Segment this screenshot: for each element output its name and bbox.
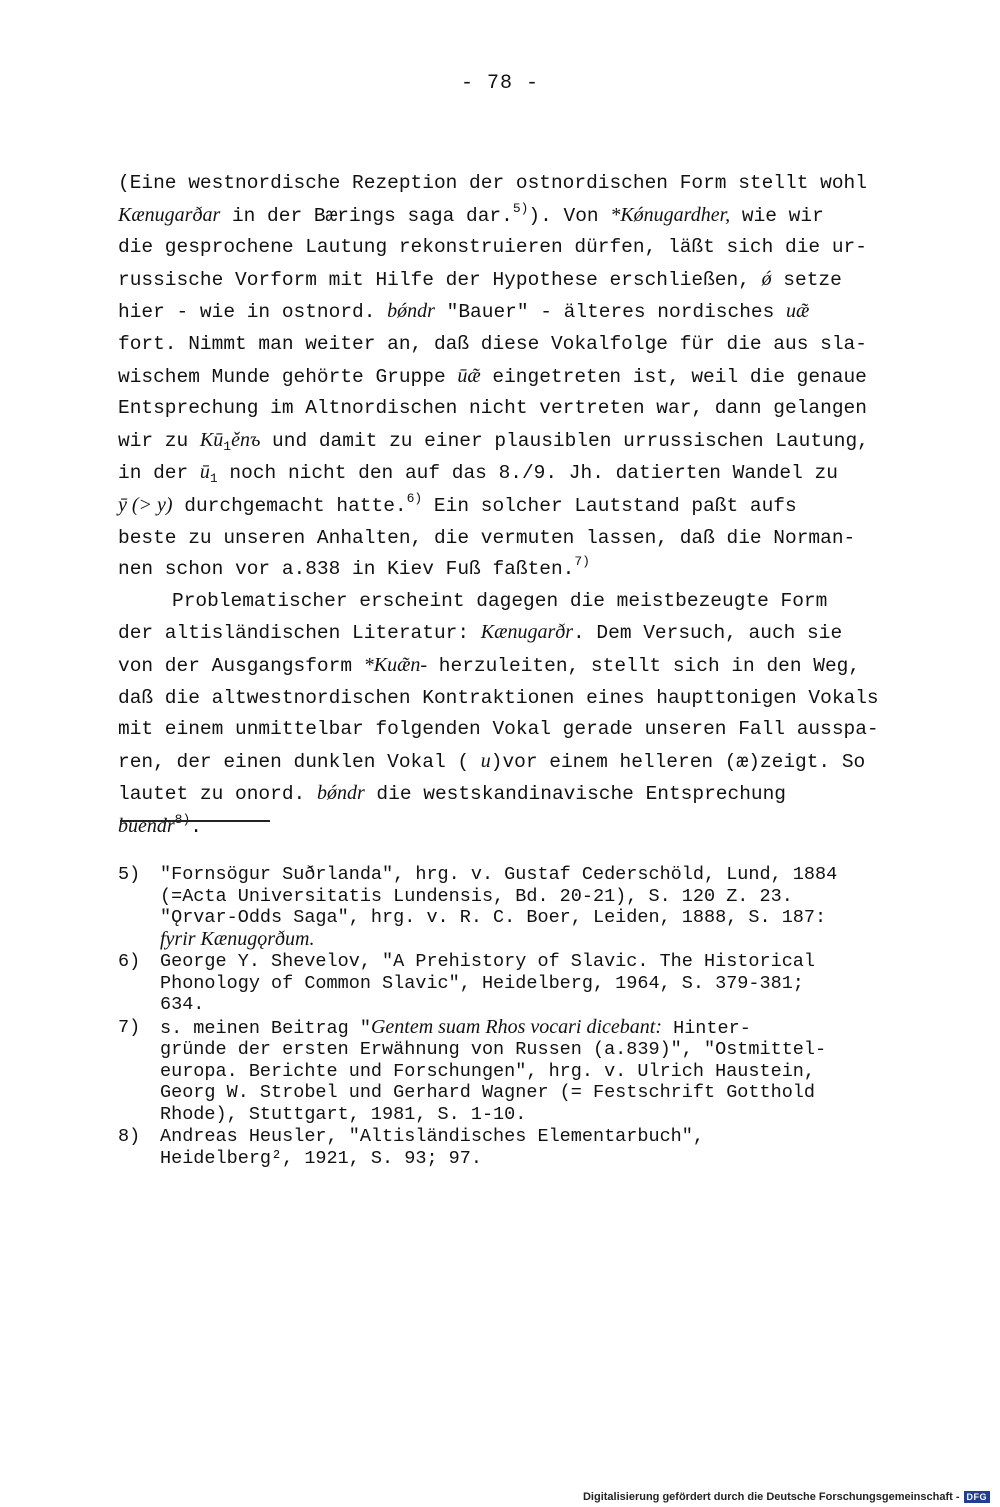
footnote-line: George Y. Shevelov, "A Prehistory of Slavic. The Historical <box>160 951 816 972</box>
footnote-ref: 5) <box>512 200 529 216</box>
footnote-line: Georg W. Strobel und Gerhard Wagner (= Festschrift Gotthold <box>160 1082 816 1103</box>
footnote-line: gründe der ersten Erwähnung von Russen (a.839)", "Ostmittel- <box>160 1039 827 1060</box>
subscript: 1 <box>209 471 218 487</box>
italic-term: ū <box>199 461 210 484</box>
italic-term: ӯ (> y) <box>118 493 173 516</box>
italic-term: Kænugarðr <box>480 621 574 644</box>
text-line <box>118 811 918 844</box>
italic-term: *Kǿnugardher, <box>610 203 731 226</box>
italic-term: *Kuæ̃n- <box>363 653 428 676</box>
footnote-8 <box>118 1126 918 1169</box>
footnote-number: 5) <box>118 864 141 885</box>
text-span: und damit zu einer plausiblen urrussischen Lautung, <box>260 429 869 452</box>
text-span: Entsprechung im Altnordischen nicht vertreten war, dann gelangen <box>118 397 867 420</box>
text-span: von der Ausgangsform <box>118 654 364 677</box>
text-line <box>118 232 918 264</box>
footnote-line: Andreas Heusler, "Altisländisches Elementarbuch", <box>160 1126 704 1147</box>
text-span: ren, der einen dunklen Vokal ( <box>118 750 481 773</box>
text-span: ). Von <box>528 204 611 227</box>
text-span: mit einem unmittelbar folgenden Vokal gerade unseren Fall ausspa- <box>118 718 879 741</box>
text-span: wie wir <box>730 204 824 227</box>
text-line <box>118 393 918 425</box>
footnote-line: "Ǫrvar-Odds Saga", hrg. v. R. C. Boer, Leiden, 1888, S. 187: <box>160 907 827 928</box>
page-number: - 78 - <box>460 72 539 95</box>
italic-term: ūæ̃ <box>457 364 481 387</box>
text-line <box>118 264 918 297</box>
text-line <box>118 200 918 233</box>
footnote-number: 8) <box>118 1126 141 1147</box>
text-line <box>118 554 918 586</box>
text-line <box>118 329 918 361</box>
footnote-number: 7) <box>118 1016 141 1038</box>
text-line <box>118 683 918 715</box>
footnote-line: europa. Berichte und Forschungen", hrg. v. Ulrich Haustein, <box>160 1060 816 1082</box>
footnote-7 <box>118 1017 918 1126</box>
footnote-line: Heidelberg², 1921, S. 93; 97. <box>160 1147 482 1169</box>
text-span: durchgemacht hatte. <box>172 494 407 517</box>
text-span: in der <box>118 462 200 485</box>
italic-term: uæ̃ <box>786 300 810 323</box>
italic-term: buendr <box>118 814 175 837</box>
text-span: noch nicht den auf das 8./9. Jh. datierten Wandel zu <box>217 462 838 485</box>
italic-term: u <box>480 749 491 772</box>
dfg-logo-icon: DFG <box>964 1491 991 1503</box>
text-span: die gesprochene Lautung rekonstruieren dürfen, läßt sich die ur- <box>118 236 867 259</box>
text-line <box>118 650 918 683</box>
text-line <box>118 778 918 811</box>
footnote-line <box>160 1017 918 1040</box>
italic-term: bǿndr <box>316 782 365 805</box>
text-span: der altisländischen Literatur: <box>118 622 481 645</box>
text-line <box>118 490 918 523</box>
footnote-divider <box>120 820 270 822</box>
text-line <box>118 457 918 490</box>
text-span: setze <box>771 268 842 291</box>
text-span: eingetreten ist, weil die genaue <box>480 365 867 388</box>
text-line <box>118 746 918 779</box>
text-line <box>118 168 918 200</box>
footnote-line: (=Acta Universitatis Lundensis, Bd. 20-21), S. 120 Z. 23. <box>160 885 793 907</box>
footnote-line: "Fornsögur Suðrlanda", hrg. v. Gustaf Cederschöld, Lund, 1884 <box>160 864 838 885</box>
italic-term: Kū <box>199 428 224 451</box>
footnote-number: 6) <box>118 951 141 972</box>
footnotes <box>118 864 918 1170</box>
text-span: "Bauer" - älteres nordisches <box>434 301 787 324</box>
text-span: )vor einem helleren (æ)zeigt. So <box>490 750 866 773</box>
italic-term: Gentem suam Rhos vocari dicebant: <box>370 1015 662 1038</box>
text-span: lautet zu onord. <box>118 783 317 806</box>
footnote-ref: 7) <box>574 554 590 570</box>
text-span: Hinter- <box>661 1017 751 1039</box>
footnote-line: 634. <box>160 994 205 1015</box>
digitization-footer <box>583 1491 990 1503</box>
text-span: . Dem Versuch, auch sie <box>573 622 843 645</box>
subscript: 1 <box>223 438 232 454</box>
italic-term: Kænugarðar <box>118 203 221 226</box>
text-span: beste zu unseren Anhalten, die vermuten lassen, daß die Norman- <box>118 526 856 549</box>
footnote-ref: 6) <box>406 490 423 506</box>
text-span: Ein solcher Lautstand paßt aufs <box>422 494 797 517</box>
footer-text: Digitalisierung gefördert durch die Deutsche Forschungsgemeinschaft - <box>582 1491 960 1503</box>
text-span: die westskandinavische Entsprechung <box>364 783 787 806</box>
text-line <box>118 361 918 394</box>
text-span: hier - wie in ostnord. <box>118 301 388 324</box>
text-line <box>118 617 918 650</box>
text-line <box>118 586 918 618</box>
italic-term: ǿ <box>761 267 772 290</box>
footnote-6 <box>118 951 918 1016</box>
text-span: in der Bærings saga dar. <box>220 204 513 227</box>
text-line <box>118 523 918 555</box>
text-span: nen schon vor a.838 in Kiev Fuß faßten. <box>118 558 575 581</box>
footnote-line: fyrir Kænugǫrðum. <box>160 927 315 950</box>
main-text <box>118 168 918 843</box>
text-span: s. meinen Beitrag " <box>160 1017 371 1039</box>
text-span: russische Vorform mit Hilfe der Hypothese erschließen, <box>118 268 762 291</box>
text-span: wischem Munde gehörte Gruppe <box>118 365 458 388</box>
footnote-5 <box>118 864 918 950</box>
text-span: Problematischer erscheint dagegen die meistbezeugte Form <box>172 589 828 612</box>
footnote-ref: 8) <box>174 811 191 827</box>
footnote-line: Phonology of Common Slavic", Heidelberg, 1964, S. 379-381; <box>160 972 804 994</box>
text-span: daß die altwestnordischen Kontraktionen eines haupttonigen Vokals <box>118 686 879 709</box>
text-span: (Eine westnordische Rezeption der ostnordischen Form stellt wohl <box>118 172 867 194</box>
text-span: fort. Nimmt man weiter an, daß diese Vokalfolge für die aus sla- <box>118 332 867 355</box>
italic-term: bǿndr <box>387 300 435 323</box>
text-span: . <box>190 815 202 838</box>
text-line <box>118 296 918 329</box>
text-line <box>118 425 918 458</box>
italic-term: ěnъ <box>231 428 261 451</box>
footnote-line: Rhode), Stuttgart, 1981, S. 1-10. <box>160 1103 527 1125</box>
text-line <box>118 714 918 746</box>
text-span: wir zu <box>118 429 200 452</box>
text-span: herzuleiten, stellt sich in den Weg, <box>427 654 861 677</box>
